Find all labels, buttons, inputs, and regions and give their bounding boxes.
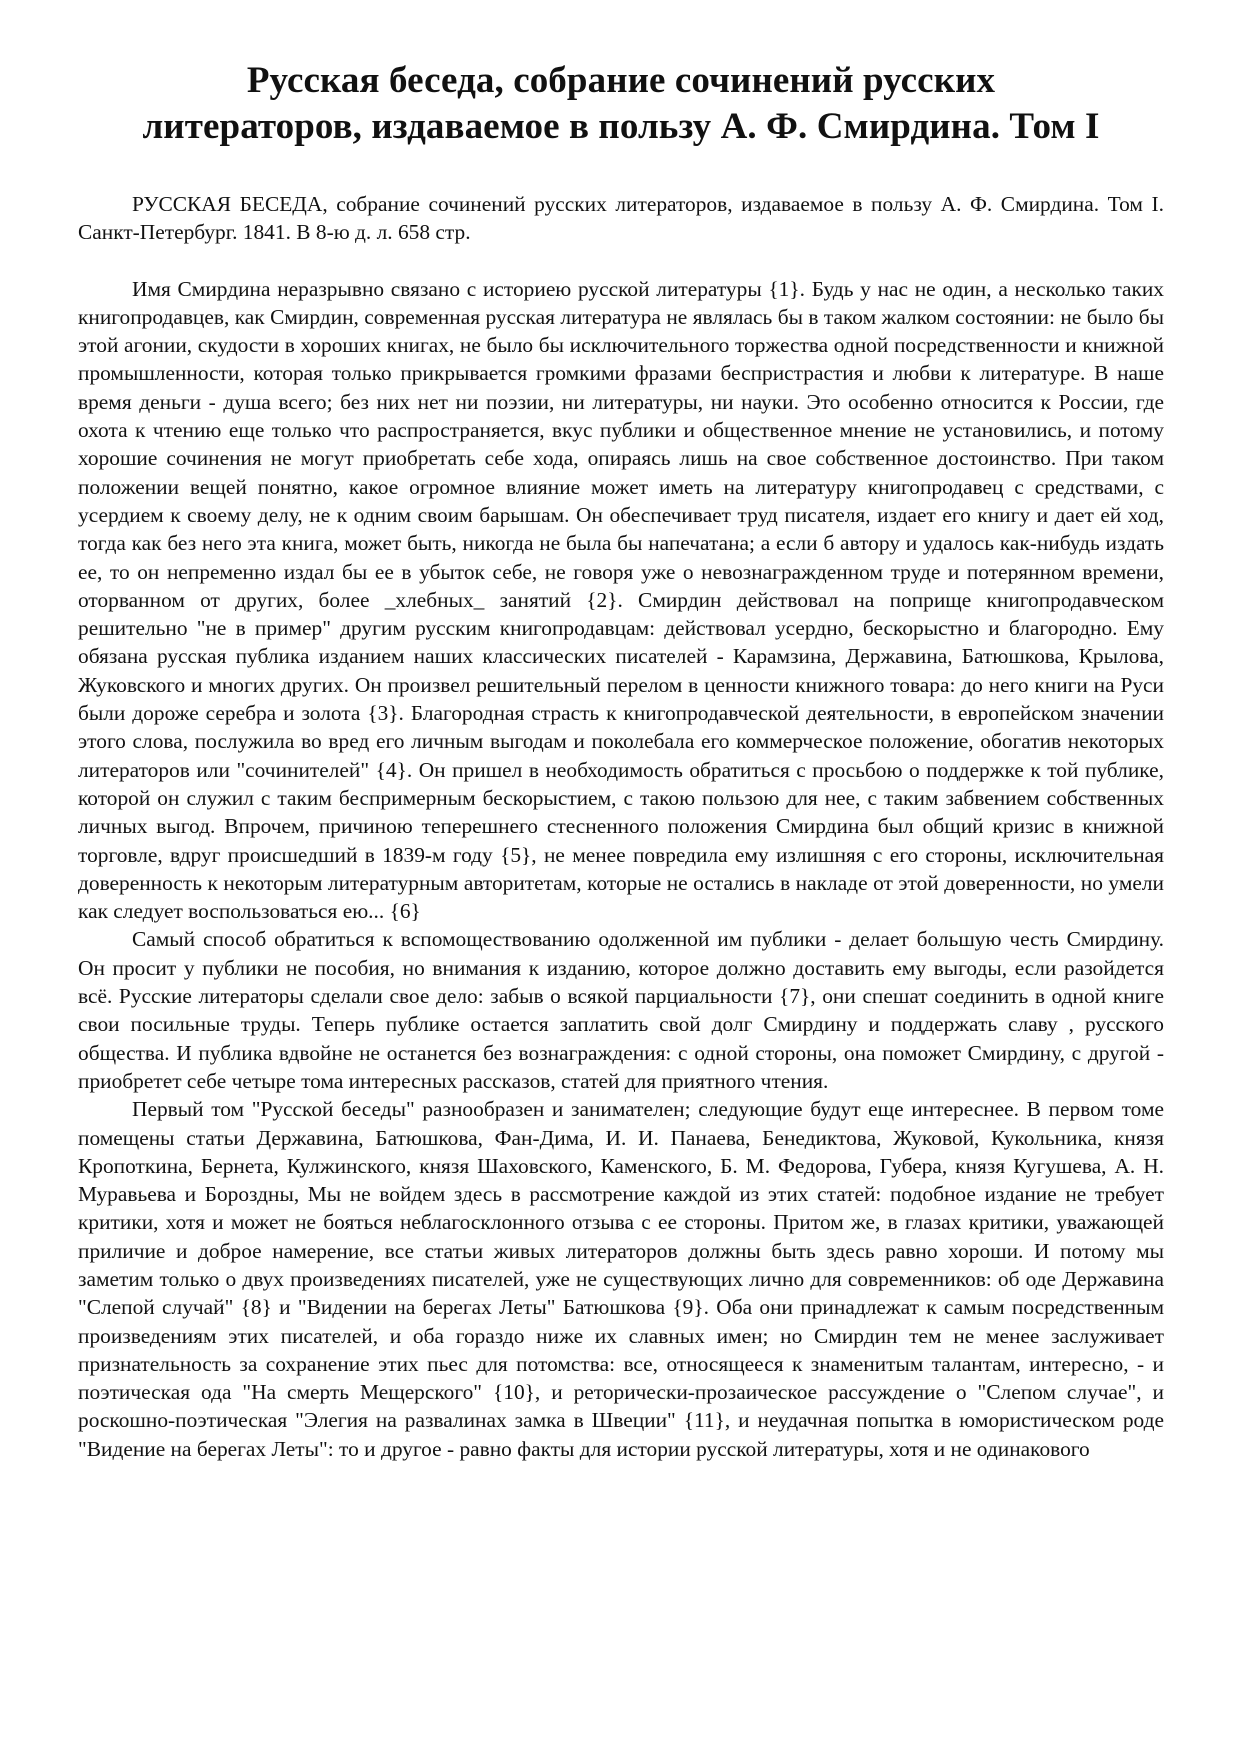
paragraph: Первый том "Русской беседы" разнообразен и занимателен; следующие будут еще интереснее. В первом томе помещены статьи Державина, Батюшкова, Фан-Дима, И. И. Панаева, Бенедиктова, Жуковой, Кукольника, князя Кропоткина, Бернета, Кулжинского, князя Шаховского, Каменского, Б. М. Федорова, Губера, князя Кугушева, А. Н. Муравьева и Бороздны, Мы не войдем здесь в рассмотрение каждой из этих статей: подобное издание не требует критики, хотя и может не бояться неблагосклонного отзыва с ее стороны. Притом же, в глазах критики, уважающей приличие и доброе намерение, все статьи живых литераторов должны быть здесь равно хороши. И потому мы заметим только о двух произведениях писателей, уже не существующих лично для современников: об оде Державина "Слепой случай" {8} и "Видении на берегах Леты" Батюшкова {9}. Оба они принадлежат к самым посредственным произведениям этих писателей, и оба гораздо ниже их славных имен; но Смирдин тем не менее заслуживает признательность за сохранение этих пьес для потомства: все, относящееся к знаменитым талантам, интересно, - и поэтическая ода "На смерть Мещерского" {10}, и реторически-прозаическое рассуждение о "Слепом случае", и роскошно-поэтическая "Элегия на развалинах замка в Швеции" {11}, и неудачная попытка в юмористическом роде "Видение на берегах Леты": то и другое - равно факты для истории русской литературы, хотя и не одинакового	[78, 1097, 1164, 1461]
paragraph: Имя Смирдина неразрывно связано с историею русской литературы {1}. Будь у нас не один, а несколько таких книгопродавцев, как Смирдин, современная русская литература не являлась бы в таком жалком состоянии: не было бы этой агонии, скудости в хороших книгах, не было бы исключительного торжества одной посредственности и книжной промышленности, которая только прикрывается громкими фразами беспристрастия и любви к литературе. В наше время деньги - душа всего; без них нет ни поэзии, ни литературы, ни науки. Это особенно относится к России, где охота к чтению еще только что распространяется, вкус публики и общественное мнение не установились, и потому хорошие сочинения не могут приобретать себе хода, опираясь лишь на свое собственное достоинство. При таком положении вещей понятно, какое огромное влияние может иметь на литературу книгопродавец с средствами, с усердием к своему делу, не к одним своим барышам. Он обеспечивает труд писателя, издает его книгу и дает ей ход, тогда как без него эта книга, может быть, никогда не была бы напечатана; а если б автору и удалось как-нибудь издать ее, то он непременно издал бы ее в убыток себе, не говоря уже о невознагражденном труде и потерянном времени, оторванном от других, более _хлебных_ занятий {2}. Смирдин действовал на поприще книгопродавческом решительно "не в пример" другим русским книгопродавцам: действовал усердно, бескорыстно и благородно. Ему обязана русская публика изданием наших классических писателей - Карамзина, Державина, Батюшкова, Крылова, Жуковского и многих других. Он произвел решительный перелом в ценности книжного товара: до него книги на Руси были дороже серебра и золота {3}. Благородная страсть к книгопродавческой деятельности, в европейском значении этого слова, послужила во вред его личным выгодам и поколебала его коммерческое положение, обогатив некоторых литераторов или "сочинителей" {4}. Он пришел в необходимость обратиться с просьбою о поддержке к той публике, которой он служил с таким беспримерным бескорыстием, с такою пользою для нее, с таким забвением собственных личных выгод. Впрочем, причиною теперешнего стесненного положения Смирдина был общий кризис в книжной торговле, вдруг происшедший в 1839-м году {5}, не менее повредила ему излишняя с его стороны, исключительная доверенность к некоторым литературным авторитетам, которые не остались в накладе от этой доверенности, но умели как следует воспользоваться ею... {6}	[78, 276, 1164, 924]
document-title	[78, 58, 1164, 150]
title-line-1: Русская беседа, собрание сочинений русских	[246, 60, 996, 101]
title-line-2: литераторов, издаваемое в пользу А. Ф. Смирдина. Том I	[142, 106, 1100, 147]
paragraph: Самый способ обратиться к вспомоществованию одолженной им публики - делает большую честь Смирдину. Он просит у публики не пособия, но внимания к изданию, которое должно доставить ему выгоды, если разойдется всё. Русские литераторы сделали свое дело: забыв о всякой парциальности {7}, они спешат соединить в одной книге свои посильные труды. Теперь публике остается заплатить свой долг Смирдину и поддержать славу , русского общества. И публика вдвойне не останется без вознаграждения: с одной стороны, она поможет Смирдину, с другой - приобретет себе четыре тома интересных рассказов, статей для приятного чтения.	[78, 927, 1164, 1093]
bibliographic-entry: РУССКАЯ БЕСЕДА, собрание сочинений русских литераторов, издаваемое в пользу А. Ф. Смирдина. Том I. Санкт-Петербург. 1841. В 8-ю д. л. 658 стр.	[78, 192, 1164, 245]
document-page	[78, 58, 1164, 1463]
